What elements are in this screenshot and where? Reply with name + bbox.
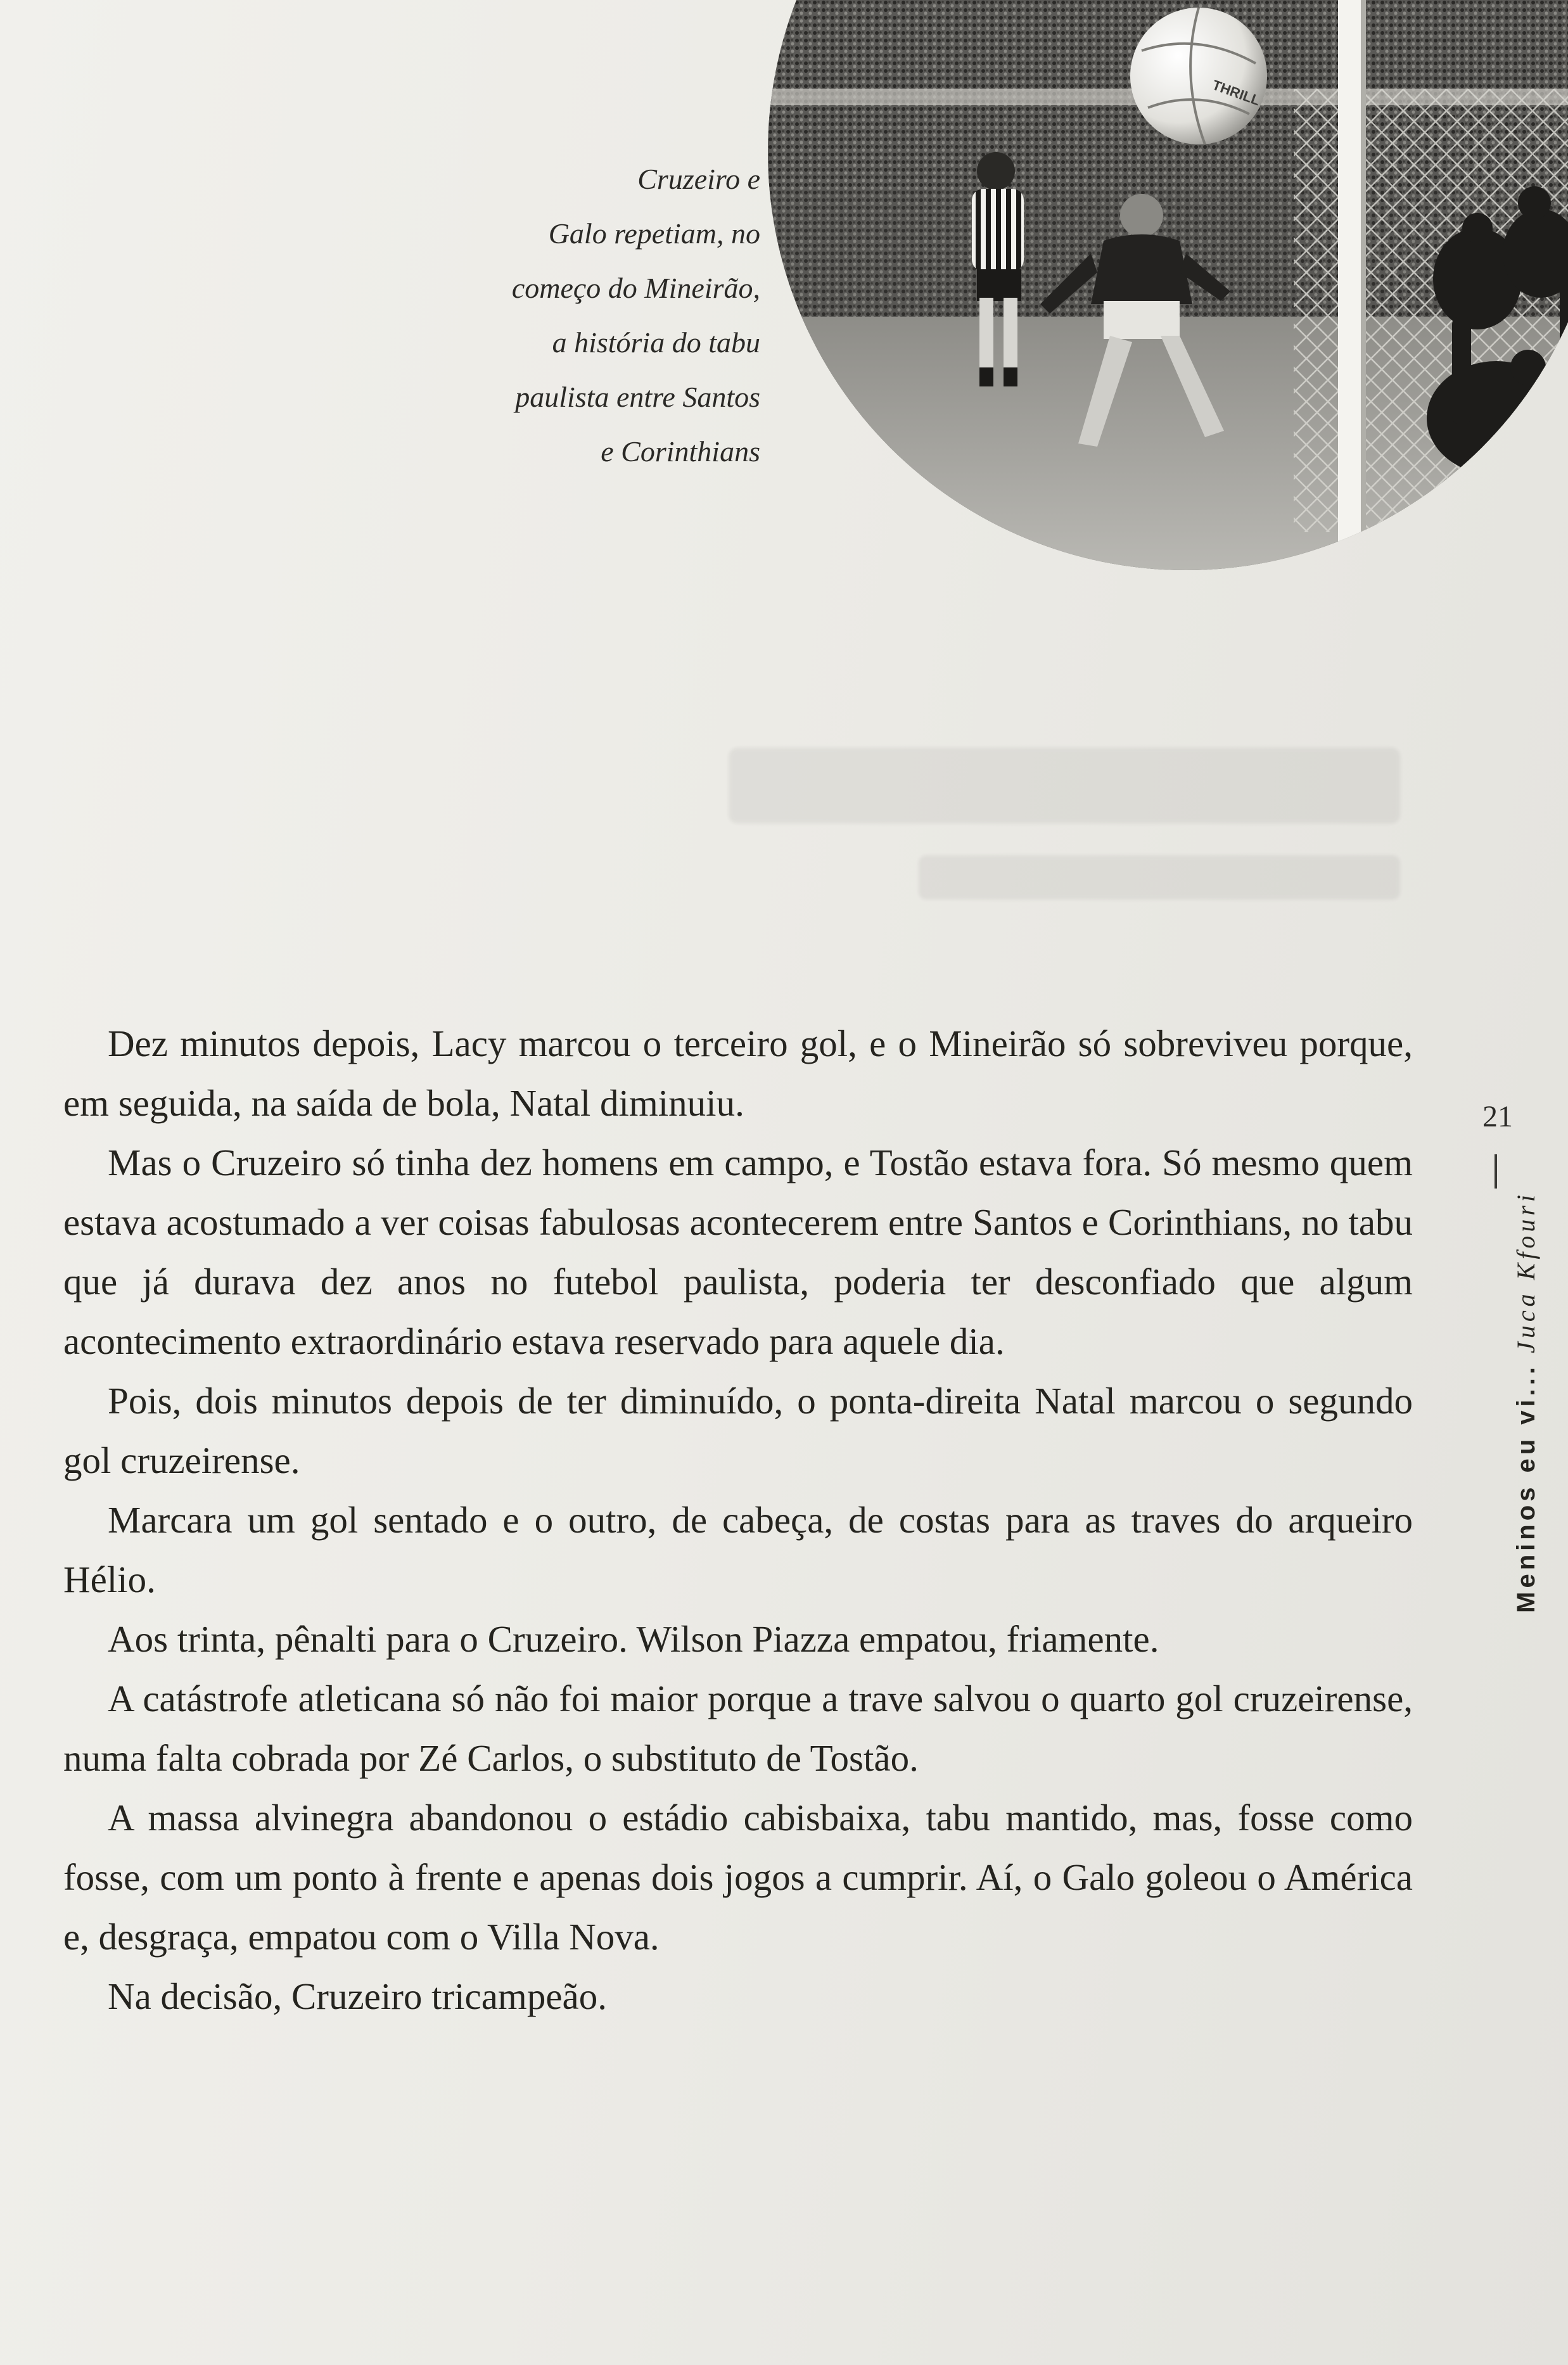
body-text (63, 1014, 1413, 2026)
bleed-through-shadow (653, 735, 1413, 988)
page-number: 21 (1482, 1100, 1513, 1133)
photo-caption (355, 152, 760, 479)
caption-line: paulista entre Santos (515, 381, 760, 413)
caption-line: Cruzeiro e (637, 163, 760, 195)
goal-net (1294, 89, 1568, 532)
book-title: Meninos eu vi... (1512, 1363, 1540, 1613)
paragraph: Dez minutos depois, Lacy marcou o terceiro gol, e o Mineirão só sobreviveu porque, em seguida, na saída de bola, Natal diminuiu. (63, 1023, 1413, 1124)
folio-divider (1495, 1154, 1497, 1189)
paragraph: A massa alvinegra abandonou o estádio cabisbaixa, tabu mantido, mas, fosse como fosse, com um ponto à frente e apenas dois jogos a cumprir. Aí, o Galo goleou o América e, desgraça, empatou com o Villa Nova. (63, 1797, 1413, 1958)
paragraph: Marcara um gol sentado e o outro, de cabeça, de costas para as traves do arqueiro Hélio. (63, 1499, 1413, 1600)
caption-line: e Corinthians (601, 435, 760, 468)
author-name: Juca Kfouri (1512, 1191, 1540, 1353)
paragraph: A catástrofe atleticana só não foi maior porque a trave salvou o quarto gol cruzeirense, numa falta cobrada por Zé Carlos, o substituto de Tostão. (63, 1678, 1413, 1779)
caption-line: Galo repetiam, no (548, 217, 760, 250)
paragraph: Pois, dois minutos depois de ter diminuído, o ponta-direita Natal marcou o segundo gol cruzeirense. (63, 1380, 1413, 1481)
ball-text: THRILL (1210, 77, 1263, 109)
football-photo (768, 0, 1568, 570)
football-ball (1130, 8, 1267, 144)
paragraph: Aos trinta, pênalti para o Cruzeiro. Wilson Piazza empatou, friamente. (108, 1618, 1159, 1660)
caption-line: começo do Mineirão, (511, 272, 760, 304)
paragraph: Mas o Cruzeiro só tinha dez homens em campo, e Tostão estava fora. Só mesmo quem estava acostumado a ver coisas fabulosas acontecerem entre Santos e Corinthians, no tabu que já durava dez anos no futebol paulista, poderia ter desconfiado que algum acontecimento extraordinário estava reservado para aquele dia. (63, 1142, 1413, 1362)
paragraph: Na decisão, Cruzeiro tricampeão. (108, 1975, 607, 2017)
caption-line: a história do tabu (552, 326, 760, 359)
